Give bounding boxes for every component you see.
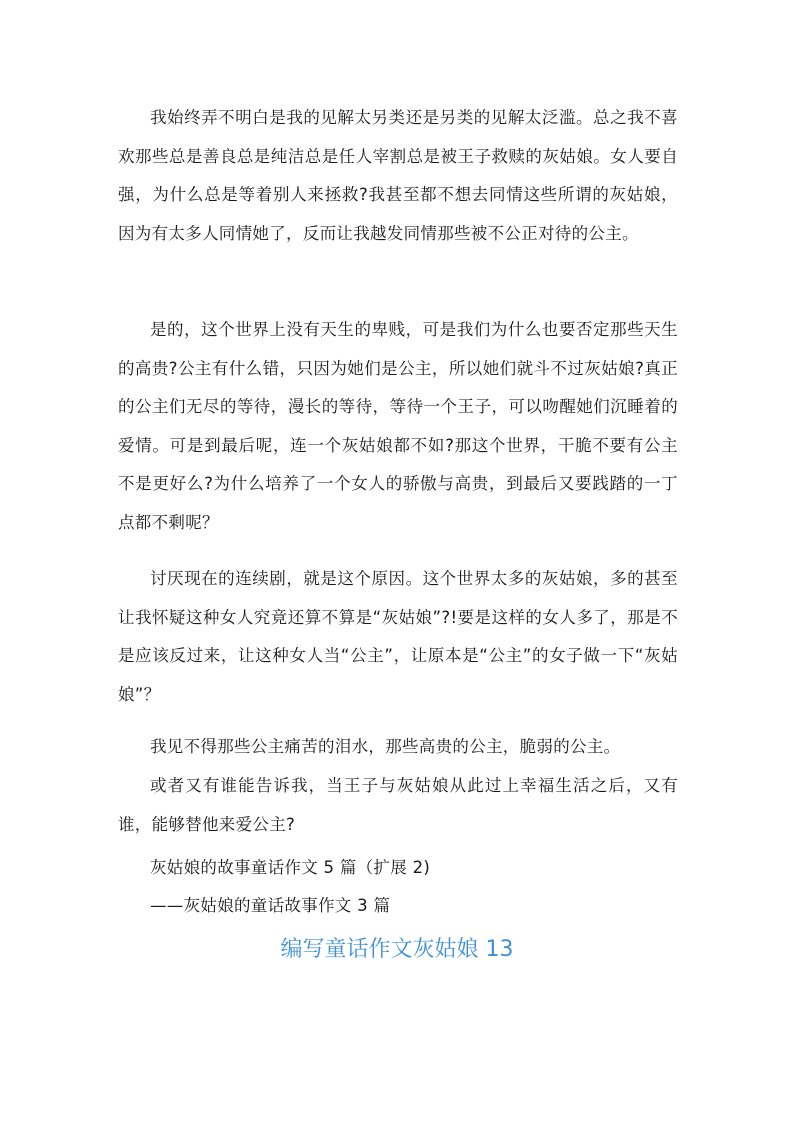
paragraph-5: 或者又有谁能告诉我，当王子与灰姑娘从此过上幸福生活之后，又有谁，能够替他来爱公主?: [118, 776, 678, 834]
paragraph-3: 讨厌现在的连续剧，就是这个原因。这个世界太多的灰姑娘，多的甚至让我怀疑这种女人究竟还算不算是“灰姑娘”?!要是这样的女人多了，那是不是应该反过来，让这种女人当“公主”，让原本是“公主”的女子做一下“灰姑娘”？: [118, 569, 678, 704]
section-title: 编写童话作文灰姑娘 13: [280, 937, 514, 962]
paragraph-4: 我见不得那些公主痛苦的泪水，那些高贵的公主，脆弱的公主。: [150, 737, 621, 756]
paragraph-1: 我始终弄不明白是我的见解太另类还是另类的见解太泛滥。总之我不喜欢那些总是善良总是纯洁总是任人宰割总是被王子救赎的灰姑娘。女人要自强，为什么总是等着别人来拯救?我甚至都不想去同情这些所谓的灰姑娘，因为有太多人同情她了，反而让我越发同情那些被不公正对待的公主。: [118, 108, 678, 243]
extension-heading: 灰姑娘的故事童话作文 5 篇（扩展 2): [150, 858, 431, 877]
extension-subheading: ——灰姑娘的童话故事作文 3 篇: [150, 896, 391, 915]
paragraph-2: 是的，这个世界上没有天生的卑贱，可是我们为什么也要否定那些天生的高贵?公主有什么错，只因为她们是公主，所以她们就斗不过灰姑娘?真正的公主们无尽的等待，漫长的等待，等待一个王子，可以吻醒她们沉睡着的爱情。可是到最后呢，连一个灰姑娘都不如?那这个世界，干脆不要有公主不是更好么?为什么培养了一个女人的骄傲与高贵，到最后又要践踏的一丁点都不剩呢？: [118, 320, 678, 532]
